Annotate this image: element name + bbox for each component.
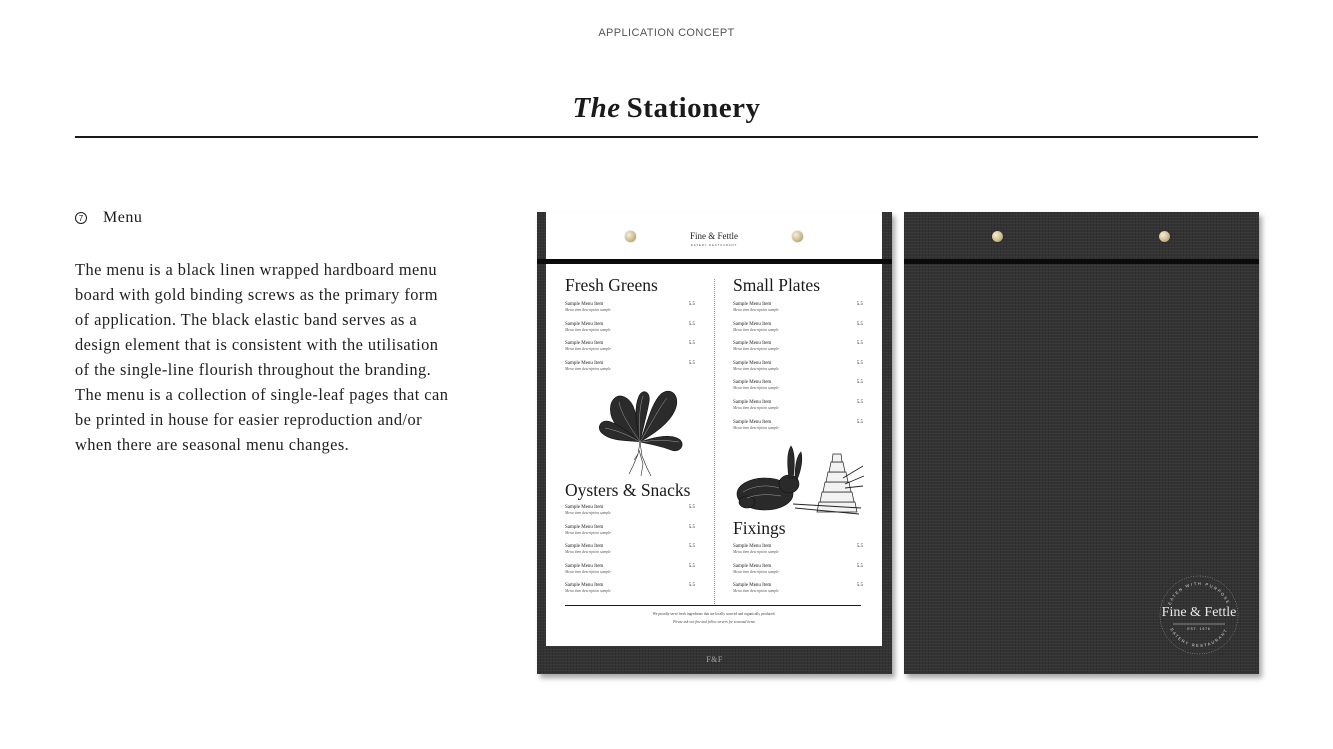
fixings-list xyxy=(733,544,863,603)
menu-item-price: 5.5 xyxy=(688,505,695,510)
menu-item xyxy=(565,544,695,564)
menu-item xyxy=(565,525,695,545)
spinach-illustration xyxy=(593,384,688,478)
menu-item xyxy=(733,544,863,564)
menu-item-price: 5.5 xyxy=(688,360,695,366)
menu-item xyxy=(733,400,863,420)
column-divider xyxy=(714,279,715,604)
menu-item-description: Menu item description sample xyxy=(733,569,779,574)
menu-item-description: Menu item description sample xyxy=(565,308,611,312)
menu-item xyxy=(733,302,863,322)
menu-item-price: 5.5 xyxy=(688,341,695,347)
fresh-greens-list xyxy=(565,302,695,380)
crest-ring-bottom-text: EATERY RESTAURANT xyxy=(1169,627,1229,649)
title-rule xyxy=(75,136,1258,138)
menu-item-description: Menu item description sample xyxy=(733,425,779,430)
elastic-band xyxy=(904,259,1259,264)
menu-item-price: 5.5 xyxy=(856,302,863,307)
menu-item xyxy=(733,380,863,400)
menu-item-description: Menu item description sample xyxy=(733,589,779,594)
menu-item xyxy=(565,564,695,584)
menu-item-price: 5.5 xyxy=(688,302,695,307)
menu-item-price: 5.5 xyxy=(856,380,863,386)
crest-est: EST. 1976 xyxy=(1187,627,1211,631)
menu-item xyxy=(733,341,863,361)
section-title-small-plates: Small Plates xyxy=(733,275,821,295)
menu-bottom-rule xyxy=(565,605,861,606)
menu-item-description: Menu item description sample xyxy=(733,366,779,371)
menu-item-price: 5.5 xyxy=(856,341,863,347)
section-label: Menu xyxy=(103,209,143,226)
menu-item-price: 5.5 xyxy=(856,419,863,425)
menu-item-price: 5.5 xyxy=(856,583,863,589)
menu-item xyxy=(733,322,863,342)
menu-item xyxy=(733,564,863,584)
menu-item-name: Sample Menu Item xyxy=(565,341,604,347)
crest-brand-name: Fine & Fettle xyxy=(1161,605,1237,620)
rabbit-illustration xyxy=(733,442,865,517)
menu-item-name: Sample Menu Item xyxy=(565,505,604,510)
menu-item-description: Menu item description sample xyxy=(733,405,779,410)
svg-text:EATEN WITH PURPOSE xyxy=(1167,581,1231,606)
menu-item-description: Menu item description sample xyxy=(565,550,611,555)
menu-item-description: Menu item description sample xyxy=(733,327,779,332)
section-title-oysters-snacks: Oysters & Snacks xyxy=(565,480,691,500)
menu-item-name: Sample Menu Item xyxy=(565,360,604,366)
menu-item-price: 5.5 xyxy=(688,544,695,550)
eyebrow-label: APPLICATION CONCEPT xyxy=(598,27,735,39)
menu-item-name: Sample Menu Item xyxy=(733,341,772,347)
menu-item-description: Menu item description sample xyxy=(565,327,611,332)
menu-item-name: Sample Menu Item xyxy=(733,399,772,405)
menu-item-name: Sample Menu Item xyxy=(733,380,772,386)
section-title-fresh-greens: Fresh Greens xyxy=(565,275,658,295)
menu-item-price: 5.5 xyxy=(856,321,863,327)
section-title-fixings: Fixings xyxy=(733,518,786,538)
gold-screw-icon xyxy=(625,231,636,242)
menu-item-name: Sample Menu Item xyxy=(733,360,772,366)
menu-item-description: Menu item description sample xyxy=(565,589,611,594)
page-title xyxy=(0,92,1333,125)
menu-item-description: Menu item description sample xyxy=(733,386,779,391)
oysters-snacks-list xyxy=(565,505,695,603)
menu-item-description: Menu item description sample xyxy=(565,511,611,515)
crest-ring-top-text: EATEN WITH PURPOSE xyxy=(1166,580,1232,606)
menu-item-price: 5.5 xyxy=(688,563,695,569)
small-plates-list xyxy=(733,302,863,439)
menu-board-front xyxy=(537,212,892,674)
menu-brand: Fine & Fettle xyxy=(690,231,738,241)
menu-brand-sub: EATERY RESTAURANT xyxy=(690,243,738,247)
menu-footnote-2: Please ask our fine and fellow servers for seasonal items xyxy=(673,620,755,624)
menu-item xyxy=(565,341,695,361)
menu-item-description: Menu item description sample xyxy=(565,347,611,352)
section-body-text: The menu is a black linen wrapped hardboard menu board with gold binding screws as the primary form of application. The black elastic band serves as a design element that is consistent with the utilisation of the single-line flourish throughout the branding. The menu is a collection of single-leaf pages that can be printed in house for easier reproduction and/or when there are seasonal menu changes. xyxy=(75,260,449,454)
menu-item xyxy=(733,361,863,381)
menu-item-name: Sample Menu Item xyxy=(733,544,772,549)
title-italic: The xyxy=(572,92,621,124)
menu-header-strip xyxy=(546,212,882,259)
brand-crest xyxy=(1156,572,1242,658)
menu-item-name: Sample Menu Item xyxy=(733,563,772,569)
menu-item-name: Sample Menu Item xyxy=(733,321,772,327)
menu-item-name: Sample Menu Item xyxy=(565,544,604,550)
menu-item-description: Menu item description sample xyxy=(565,569,611,574)
menu-item-description: Menu item description sample xyxy=(733,347,779,352)
menu-item-price: 5.5 xyxy=(688,583,695,589)
menu-item-name: Sample Menu Item xyxy=(733,583,772,589)
menu-item-description: Menu item description sample xyxy=(565,530,611,535)
menu-footnote-1: We proudly serve fresh ingredients that are locally sourced and organically produced. xyxy=(652,612,776,616)
menu-item-name: Sample Menu Item xyxy=(565,302,604,307)
gold-screw-icon xyxy=(992,231,1003,242)
menu-item xyxy=(565,583,695,603)
menu-page xyxy=(546,264,882,646)
menu-item-name: Sample Menu Item xyxy=(565,583,604,589)
menu-item-price: 5.5 xyxy=(856,544,863,549)
section-heading xyxy=(75,209,142,227)
menu-item-description: Menu item description sample xyxy=(733,550,779,554)
menu-item xyxy=(733,420,863,440)
menu-item-name: Sample Menu Item xyxy=(733,419,772,425)
menu-board-back xyxy=(904,212,1259,674)
menu-item-price: 5.5 xyxy=(856,399,863,405)
menu-item xyxy=(565,322,695,342)
menu-item-description: Menu item description sample xyxy=(733,308,779,312)
board-monogram: F&F xyxy=(706,655,723,664)
menu-item-price: 5.5 xyxy=(856,563,863,569)
menu-item-description: Menu item description sample xyxy=(565,366,611,371)
menu-item-price: 5.5 xyxy=(856,360,863,366)
menu-item xyxy=(565,361,695,381)
menu-item-name: Sample Menu Item xyxy=(733,302,772,307)
section-number-badge: 7 xyxy=(75,212,87,224)
menu-item xyxy=(733,583,863,603)
menu-item xyxy=(565,505,695,525)
gold-screw-icon xyxy=(792,231,803,242)
menu-item-name: Sample Menu Item xyxy=(565,321,604,327)
menu-item-name: Sample Menu Item xyxy=(565,563,604,569)
menu-item xyxy=(565,302,695,322)
menu-item-price: 5.5 xyxy=(688,321,695,327)
menu-item-price: 5.5 xyxy=(688,524,695,530)
menu-item-name: Sample Menu Item xyxy=(565,524,604,530)
gold-screw-icon xyxy=(1159,231,1170,242)
title-main: Stationery xyxy=(626,92,761,124)
